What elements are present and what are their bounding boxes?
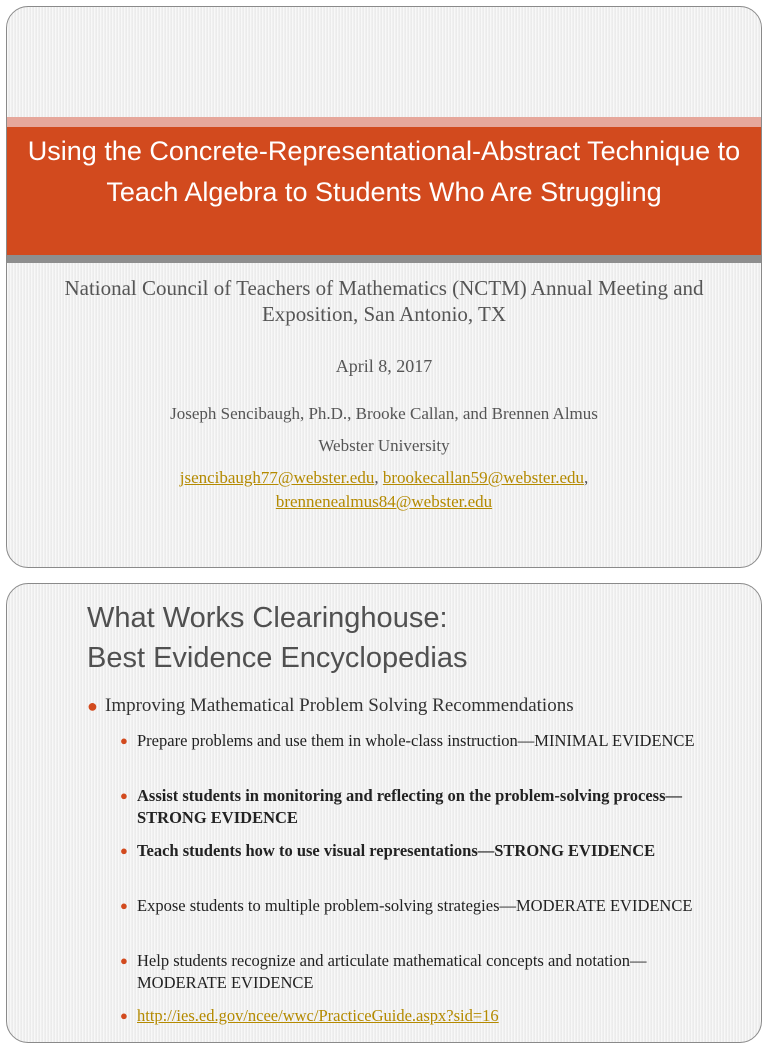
email-trailing-comma: , [584,468,589,487]
bullet-dot-icon: ● [120,733,128,748]
email-link-almus[interactable]: brennenealmus84@webster.edu [275,492,493,511]
main-bullet [87,694,725,718]
sub-bullet [120,950,717,994]
sub-bullet-text: Expose students to multiple problem-solving strategies—MODERATE EVIDENCE [137,896,693,915]
bullet-dot-icon: ● [120,1008,128,1023]
bullet-dot-icon: ● [120,953,128,968]
email-separator: , [374,468,383,487]
slide-title-line2: Best Evidence Encyclopedias [87,642,468,674]
content-slide [6,583,762,1043]
sub-bullet [120,840,717,862]
bullet-dot-icon: ● [87,696,98,716]
title-slide [6,6,762,568]
bullet-dot-icon: ● [120,898,128,913]
conference-subtitle: National Council of Teachers of Mathematics (NCTM) Annual Meeting and Exposition, San Antonio, TX [64,276,704,326]
accent-band-bottom [7,255,761,263]
sub-bullet-text: Assist students in monitoring and reflecting on the problem-solving process—STRONG EVIDENCE [137,786,682,827]
sub-bullet [120,895,717,917]
email-link-callan[interactable]: brookecallan59@webster.edu [382,468,584,487]
presentation-title: Using the Concrete-Representational-Abstract Technique to Teach Algebra to Students Who Are Struggling [27,136,741,207]
bullet-dot-icon: ● [120,843,128,858]
sub-bullet-text: Help students recognize and articulate mathematical concepts and notation—MODERATE EVIDENCE [137,951,647,992]
author-list: Joseph Sencibaugh, Ph.D., Brooke Callan, and Brennen Almus [170,404,598,423]
sub-bullet-text: Prepare problems and use them in whole-class instruction—MINIMAL EVIDENCE [137,731,695,750]
bullet-dot-icon: ● [120,788,128,803]
slide-title-line1: What Works Clearinghouse: [87,602,448,634]
presentation-date: April 8, 2017 [335,356,433,376]
email-list [7,466,761,514]
accent-band-top [7,117,761,127]
email-link-sencibaugh[interactable]: jsencibaugh77@webster.edu [179,468,375,487]
sub-bullet [120,785,717,829]
main-bullet-text: Improving Mathematical Problem Solving Recommendations [105,695,574,716]
slide-title [87,598,467,678]
sub-bullet-text: Teach students how to use visual representations—STRONG EVIDENCE [137,841,656,860]
practice-guide-link[interactable]: http://ies.ed.gov/ncee/wwc/PracticeGuide.aspx?sid=16 [137,1006,499,1025]
sub-bullet [120,730,717,752]
institution-name: Webster University [318,436,450,455]
